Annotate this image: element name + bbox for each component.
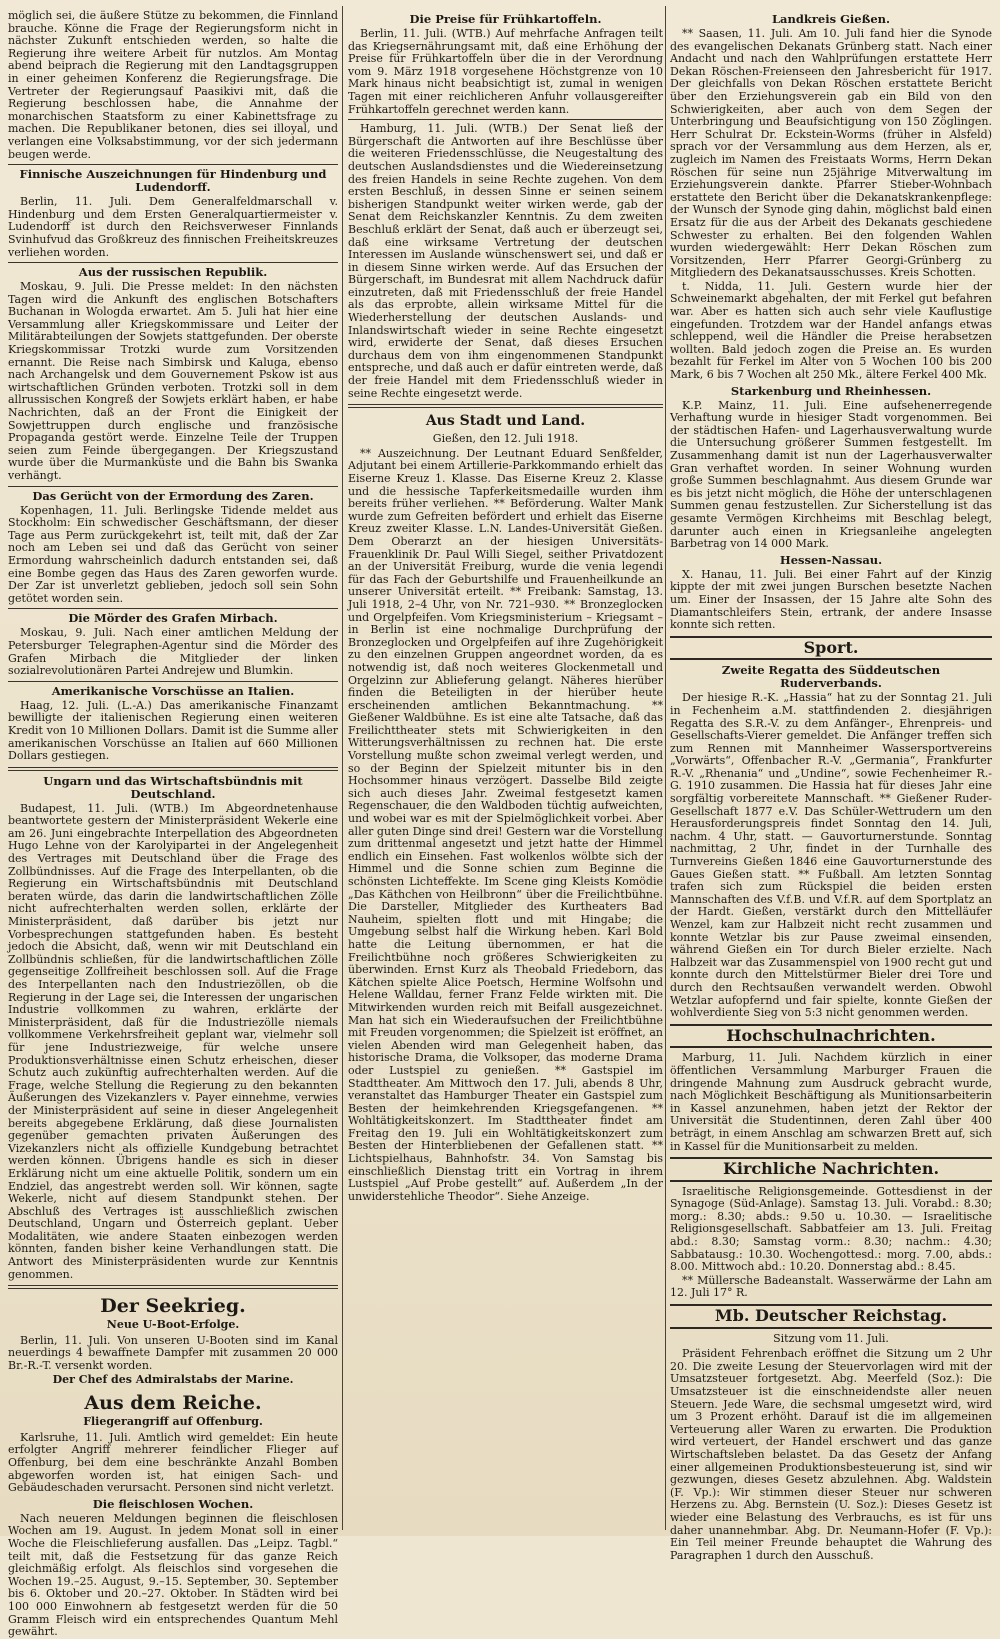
- article-heading: Hessen-Nassau.: [779, 552, 883, 567]
- article-text: Budapest, 11. Juli. (WTB.) Im Abgeordnetenhause beantwortete gestern der Ministerpräsident Wekerle eine am 26. Juni eingebrachte Interpellation des Abgeordneten Hugo Lehne von der Karolyipartei in der Angelegenheit des Vertrages mit Deutschland über die Frage des Zollbündnisses. Auf die Frage des Interpellanten, ob die Regierung ein Wirtschaftsbündnis mit Deutschland beraten würde, das darin die landwirtschaftlichen Zölle nicht aufrechterhalten werden sollen, erklärte der Ministerpräsident, daß darüber bis jetzt nur Vorbesprechungen stattgefunden haben. Es besteht jedoch die Absicht, daß, wenn wir mit Deutschland ein Zollbündnis schließen, für die landwirtschaftlichen Zölle gegenseitige Zollfreiheit beschlossen soll. Auf die Frage des Interpellanten nach den Industriezöllen, ob die Regierung in der Lage sei, die Interessen der ungarischen Industrie vollkommen zu wahren, erklärte der Ministerpräsident, daß für die Industriezölle niemals vollkommene Verkehrsfreiheit geplant war, vielmehr soll für jene Industriezweige, für welche unsere Produktionsverhältnisse einen Schutz erheischen, dieser Schutz auch zukünftig aufrechterhalten werden. Auf die Frage, welche Stellung die Regierung zu den bekannten Äußerungen des Vizekanzlers v. Payer einnehme, verwies der Ministerpräsident auf seine in dieser Angelegenheit bereits abgegebene Erklärung, daß diese Journalisten gegenüber gemachten privaten Äußerungen des Vizekanzlers nicht als offizielle Kundgebung betrachtet werden können. Übrigens handle es sich in dieser Erklärung nicht um eine aktuelle Politik, sondern um ein Endziel, das angestrebt werden soll. Wir können, sagte Wekerle, nicht auf diesem Standpunkt stehen. Der Abschluß des Vertrages ist ausschließlich zwischen Deutschland, Ungarn und Österreich geplant. Ueber Modalitäten, wie andere Staaten einbezogen werden könnten, fanden bisher keine Verhandlungen statt. Die Antwort des Ministerpräsidenten wurde zur Kenntnis genommen.: [8, 801, 338, 1281]
- article-heading: Die Preise für Frühkartoffeln.: [409, 12, 602, 26]
- article-text: ** Auszeichnung. Der Leutnant Eduard Senßfelder, Adjutant bei einem Artillerie-Parkkommando erhielt das Eiserne Kreuz 1. Klasse. Das Eiserne Kreuz 2. Klasse und die hessische Tapferkeitsmedaille wurden ihm bereits früher verliehen. ** Beförderung. Walter Mank wurde zum Gefreiten befördert und erhielt das Eiserne Kreuz zweiter Klasse. L.N. Landes-Universität Gießen. Dem Oberarzt an der hiesigen Universitäts-Frauenklinik Dr. Paul Willi Siegel, seither Privatdozent an der Universität Freiburg, wurde die venia legendi für das Fach der Geburtshilfe und Frauenheilkunde an unserer Universität erteilt. ** Freibank: Samstag, 13. Juli 1918, 2–4 Uhr, von Nr. 721–930. ** Bronzeglocken und Orgelpfeifen. Vom Kriegsministerium – Kriegsamt – in Berlin ist eine nochmalige Durchprüfung der Bronzeglocken und Orgelpfeifen auf ihre Zugehörigkeit zu den einzelnen Gruppen angeordnet worden, da es notwendig ist, daß noch weiteres Glockenmetall und Orgelzinn zur Ablieferung gelangt. Näheres hierüber finden die Beteiligten in der hierüber heute erscheinenden amtlichen Bekanntmachung. ** Gießener Waldbühne. Es ist eine alte Tatsache, daß das Freilichttheater stets mit Schwierigkeiten in den Witterungsverhältnissen zu rechnen hat. Die erste Vorstellung mußte schon zweimal verlegt werden, und so der Beginn der Spielzeit mitunter bis in den Hochsommer hinaus verzögert. Dasselbe Bild zeigte sich auch dieses Jahr. Zweimal festgesetzt kamen Regenschauer, die den Waldboden tüchtig aufweichten, und wobei war es mit der Spielmöglichkeit vorbei. Aber aller guten Dinge sind drei! Gestern war die Vorstellung zum drittenmal angesetzt und jetzt hatte der Himmel endlich ein Einsehen. Fast wolkenlos wölbte sich der Himmel und die Sonne schien zum Beginne die schönsten Lichteffekte. Im Scene ging Kleists Komödie „Das Käthchen von Heilbronn“ über die Freilichtbühne. Die Darsteller, Mitglieder des Kurtheaters Bad Nauheim, spielten flott und mit Hingabe; die Umgebung selbst half die Wirkung heben. Karl Bold hatte die Leitung übernommen, er hat die Freilichtbühne noch größeres Schwierigkeiten zu überwinden. Ernst Kurz als Theobald Friedeborn, das Kätchen spielte Alice Poetsch, Hermine Wolfsohn und Helene Walldau, ferner Franz Felde wirkten mit. Die Mitwirkenden wurden reich mit Beifall ausgezeichnet. Man hat sich ein Wiederaufsuchen der Freilichtbühne mit Freuden vorgenommen; die Spielzeit ist eröffnet, an vielen Abenden wird man Gelegenheit haben, das historische Drama, die Volksoper, das moderne Drama oder Lustspiel zu genießen. ** Gastspiel im Stadttheater. Am Mittwoch den 17. Juli, abends 8 Uhr, veranstaltet das Hamburger Theater ein Gastspiel zum Besten der heimkehrenden Kriegsgefangenen. ** Wohltätigkeitskonzert. Im Stadttheater findet am Freitag den 19. Juli ein Wohltätigkeitskonzert zum Besten der Hinterbliebenen der Gefallenen statt. ** Lichtspielhaus, Bahnhofstr. 34. Von Samstag bis einschließlich Dienstag tritt ein Vortrag in ihrem Lustspiel „Auf Probe gestellt“ auf. Außerdem „In der unwiderstehliche Theodor“. Siehe Anzeige.: [348, 446, 663, 1203]
- section-heading: Sport.: [670, 636, 992, 661]
- article-signature: Der Chef des Admiralstabs der Marine.: [52, 1372, 294, 1386]
- article-heading: Die Mörder des Grafen Mirbach.: [68, 611, 278, 626]
- article-text: Präsident Fehrenbach eröffnet die Sitzung um 2 Uhr 20. Die zweite Lesung der Steuervorlagen wird mit der Umsatzsteuer fortgesetzt. Abg. Meerfeld (Soz.): Die Umsatzsteuer ist die einschneidendste aller neuen Steuern. Jede Ware, die sechsmal umgesetzt wird, wird um 3 Prozent erhöht. Darauf ist die im allgemeinen Verteuerung aller Waren zu erwarten. Die Produktion wird verteuert, der Handel erschwert und das ganze Wirtschaftsleben belastet. Da das Gesetz der Anfang einer allgemeinen Produktionsbesteuerung ist, sind wir gezwungen, dieses Gesetz abzulehnen. Abg. Waldstein (F. Vp.): Wir stimmen dieser Steuer nur schweren Herzens zu. Abg. Bernstein (U. Soz.): Dieses Gesetz ist wieder eine Belastung des Verbrauchs, es ist für uns daher unannehmbar. Abg. Dr. Neumann-Hofer (F. Vp.): Ein Teil meiner Freunde behauptet die Wahrung des Paragraphen 1 durch den Ausschuß.: [670, 1347, 992, 1562]
- article-text: Moskau, 9. Juli. Nach einer amtlichen Meldung der Petersburger Telegraphen-Agentur sind die Mörder des Grafen Mirbach die Mitglieder der linken sozialrevolutionären Partei Andrejew und Blumkin.: [8, 626, 338, 678]
- column-2: [348, 10, 663, 1528]
- section-heading: Hochschulnachrichten.: [670, 1024, 992, 1049]
- article-text: Der hiesige R.-K. „Hassia“ hat zu der Sonntag 21. Juli in Fechenheim a.M. stattfindenden 2. diesjährigen Regatta des S.R.-V. zu dem Anfänger-, Ehrenpreis- und Gesellschafts-Vierer gemeldet. Die Anfänger treffen sich zum Rennen mit Mannheimer Wassersportvereins „Vorwärts“, Offenbacher R.-V. „Germania“, Frankfurter R.-V. „Rhenania“ und „Undine“, sowie Fechenheimer R.-G. 1910 zusammen. Die Hassia hat für dieses Jahr eine sorgfältig vorbereitete Mannschaft. ** Gießener Ruder-Gesellschaft 1877 e.V. Das Schüler-Wettrudern um den Herausforderungspreis findet Sonntag den 14. Juli, nachm. 4 Uhr, statt. — Gauvorturnerstunde. Sonntag nachmittag, 2 Uhr, findet in der Turnhalle des Turnvereins Gießen 1846 eine Gauvorturnerstunde des Gaues Gießen statt. ** Fußball. Am letzten Sonntag trafen sich zum Rückspiel die beiden ersten Mannschaften des V.f.B. und V.f.R. auf dem Sportplatz an der Hardt. Gießen, verstärkt durch den Mittelläufer Wenzel, kam zur Halbzeit nicht recht zusammen und konnte Wetzlar bis zur Pause zweimal einsenden, während Gießen ein Tor durch Bieler erzielte. Nach Halbzeit war das Zusammenspiel von 1900 recht gut und konnte durch den Mittelstürmer Bieler drei Tore und durch den Rechtsaußen verwandelt werden. Obwohl Wetzlar aufopfernd und fair spielte, konnte Gießen der wohlverdiente Sieg von 5:3 nicht genommen werden.: [670, 691, 992, 1020]
- article-text: Hamburg, 11. Juli. (WTB.) Der Senat ließ der Bürgerschaft die Antworten auf ihre Beschlüsse über die weiteren Friedensschlüsse, die Neugestaltung des deutschen Auslandsdienstes und die Wiedereinsetzung des freien Handels in seine Rechte zugehen. Von dem ersten Beschluß, in dessen Sinne er seinen seinem bisherigen Standpunkt weiter wirken werde, gab der Senat dem Reichskanzler Kenntnis. Zu dem zweiten Beschluß erklärt der Senat, daß auch er überzeugt sei, daß eine wirksame Vertretung der deutschen Interessen im Auslande wünschenswert sei, und daß er in diesem Sinne wirken werde. Auf das Ersuchen der Bürgerschaft, im Bundesrat mit allem Nachdruck dafür einzutreten, daß mit Friedensschluß der freie Handel als das erprobte, allein wirksame Mittel für die Wiederherstellung der deutschen Auslands- und Inlandswirtschaft wieder in seine Rechte eingesetzt wird, erwiderte der Senat, daß dieses Ersuchen durchaus dem von ihm eingenommenen Standpunkt entspreche, und daß auch er dafür eintreten werde, daß der freie Handel mit dem Friedensschluß wieder in seine Rechte eingesetzt werde.: [348, 122, 664, 400]
- article-text: Marburg, 11. Juli. Nachdem kürzlich in einer öffentlichen Versammlung Marburger Frauen die dringende Mahnung zum Ausdruck gebracht wurde, nach Möglichkeit Beschäftigung als Munitionsarbeiterin in Kassel anzunehmen, haben jetzt der Rektor der Universität die Studentinnen, deren Zahl über 400 beträgt, in einem Anschlag am schwarzen Brett auf, sich in Kassel für die Munitionsarbeit zu melden.: [670, 1051, 992, 1153]
- article-heading: Finnische Auszeichnungen für Hindenburg und Ludendorff.: [19, 167, 327, 195]
- column-3: [670, 10, 992, 1562]
- article-text: Kopenhagen, 11. Juli. Berlingske Tidende meldet aus Stockholm: Ein schwedischer Geschäftsmann, der dieser Tage aus Perm zurückgekehrt ist, teilt mit, daß der Zar noch am Leben sei und daß das Gerücht von seiner Ermordung wahrscheinlich dadurch entstanden sei, daß eine Bombe gegen das Haus des Zaren geworfen wurde. Der Zar ist unverletzt geblieben, jedoch soll sein Sohn getötet worden sein.: [8, 503, 338, 605]
- section-heading: Der Seekrieg.: [100, 1295, 246, 1318]
- article-text: Moskau, 9. Juli. Die Presse meldet: In den nächsten Tagen wird die Ankunft des englischen Botschafters Buchanan in Wologda erwartet. Am 5. Juli hat hier eine Versammlung aller Kriegskommissare und Leiter der Militärabteilungen der Sowjets stattgefunden. Der oberste Kriegskommissar Trotzki wurde zum Vorsitzenden ernannt. Die Reise nach Simbirsk und Kaluga, ebenso nach Archangelsk und dem Gouvernement Pskow ist aus wirtschaftlichen Gründen verboten. Trotzki soll in dem allrussischen Kongreß der Sowjets erklärt haben, er habe Nachrichten, daß an der Front die Einigkeit der Sowjettruppen durch englische und französische Propaganda gestört werde. Einzelne Teile der Truppen seien zum Feinde übergegangen. Der Kriegszustand wurde über die Murmanküste und die Bahn bis Swanka verhängt.: [8, 280, 338, 482]
- article-text: Berlin, 11. Juli. (WTB.) Auf mehrfache Anfragen teilt das Kriegsernährungsamt mit, daß eine Erhöhung der Preise für Frühkartoffeln über die in der Verordnung vom 9. März 1918 vorgesehene Höchstgrenze von 10 Mark hinaus nicht beabsichtigt ist, zumal in wenigen Tagen mit einer reichlicheren Anfuhr vollausgereifter Frühkartoffeln gerechnet werden kann.: [348, 27, 663, 116]
- article-heading: Aus der russischen Republik.: [78, 265, 268, 280]
- article-heading: Zweite Regatta des Süddeutschen Ruderverbands.: [721, 663, 941, 691]
- article-text: Berlin, 11. Juli. Von unseren U-Booten sind im Kanal neuerdings 4 bewaffnete Dampfer mit zusammen 20 000 Br.-R.-T. versenkt worden.: [8, 1333, 338, 1373]
- section-heading: Kirchliche Nachrichten.: [670, 1157, 992, 1182]
- article-text: Berlin, 11. Juli. Dem Generalfeldmarschall v. Hindenburg und dem Ersten Generalquartiermeister v. Ludendorff ist durch den Reichsverweser Finnlands Svinhufvud das Großkreuz des finnischen Freiheitskreuzes verliehen worden.: [8, 195, 338, 259]
- section-heading: Mb. Deutscher Reichstag.: [670, 1304, 992, 1329]
- section-subheading: Neue U-Boot-Erfolge.: [106, 1318, 240, 1332]
- article-text: möglich sei, die äußere Stütze zu bekommen, die Finnland brauche. Könne die Frage der Regierungsform nicht in nächster Zukunft entschieden werden, so halte die Regierung ihre weitere Arbeit für nutzlos. Am Montag abend beiprach die Regierung mit den Landtagsgruppen in einer geheimen Konferenz die Regierungsfrage. Die Vertreter der Regierungsauf Paasikivi mit, daß die Regierung beschlossen habe, die Annahme der monarchischen Staatsform zu einer Kabinettsfrage zu machen. Die Republikaner betonen, dies sei illoyal, und verlangen eine Volksabstimmung, vor der sich jedermann beugen werde.: [8, 9, 338, 161]
- article-heading: Landkreis Gießen.: [771, 12, 891, 26]
- article-heading: Das Gerücht von der Ermordung des Zaren.: [32, 488, 314, 503]
- article-text: ** Saasen, 11. Juli. Am 10. Juli fand hier die Synode des evangelischen Dekanats Grünberg statt. Nach einer Andacht und nach den Wahlprüfungen erstattete Herr Dekan Röschen-Freienseen den Jahresbericht für 1917. Der gleichfalls von Dekan Röschen erstattete Bericht über den Erziehungsverein gab ein Bild von den Schwierigkeiten, aber auch von dem Segen der Unterbringung und Beaufsichtigung von 150 Zöglingen. Herr Schulrat Dr. Eckstein-Worms (früher in Alsfeld) sprach vor der Versammlung aus dem Herzen, als er, zugleich im Namen des Freistaats Worms, Herrn Dekan Röschen für seine nun 25jährige Mitverwaltung im Erziehungsverein dankte. Pfarrer Stieber-Wohnbach erstattete den Bericht über die Dekanatskrankenpflege: der Wunsch der Synode ging dahin, möglichst bald einen Ersatz für die aus der Arbeit des Dekanats geschiedene Schwester zu erhalten. Bei den folgenden Wahlen wurden wiedergewählt: Herr Dekan Röschen zum Vorsitzenden, Herr Pfarrer Georgi-Grünberg zu Mitgliedern des Dekanatsausschusses. Kreis Schotten.: [670, 27, 992, 280]
- article-text: ** Müllersche Badeanstalt. Wasserwärme der Lahn am 12. Juli 17° R.: [670, 1273, 992, 1300]
- article-heading: Ungarn und das Wirtschaftsbündnis mit Deutschland.: [43, 773, 303, 801]
- section-subheading: Fliegerangriff auf Offenburg.: [83, 1415, 263, 1429]
- article-text: Israelitische Religionsgemeinde. Gottesdienst in der Synagoge (Süd-Anlage). Samstag 13. Juli. Vorabd.: 8.30; morg.: 8.30; abds.: 9.50 u. 10.30. — Israelitische Religionsgesellschaft. Sabbatfeier am 13. Juli. Freitag abd.: 8.30; Samstag vorm.: 8.30; nachm.: 4.30; Sabbatausg.: 10.30. Wochengottesd.: morg. 7.00, abds.: 8.00. Mittwoch abd.: 10.20. Donnerstag abd.: 8.45.: [670, 1184, 992, 1274]
- article-text: Haag, 12. Juli. (L.-A.) Das amerikanische Finanzamt bewilligte der italienischen Regierung einen weiteren Kredit von 10 Millionen Dollars. Damit ist die Summe aller amerikanischen Vorschüsse an Italien auf 660 Millionen Dollars gestiegen.: [8, 698, 338, 763]
- column-rule: [665, 6, 666, 1530]
- article-text: X. Hanau, 11. Juli. Bei einer Fahrt auf der Kinzig kippte der mit zwei jungen Burschen besetzte Nachen um. Einer der Insassen, der 15 Jahre alte Sohn des Diamantschleifers Stein, ertrank, der andere Insasse konnte sich retten.: [670, 567, 992, 632]
- section-heading: Aus dem Reiche.: [84, 1392, 262, 1415]
- dateline: Gießen, den 12. Juli 1918.: [432, 432, 579, 446]
- column-rule: [342, 6, 343, 1530]
- article-text: Karlsruhe, 11. Juli. Amtlich wird gemeldet: Ein heute erfolgter Angriff mehrerer feindlicher Flieger auf Offenburg, bei dem eine beschränkte Anzahl Bomben abgeworfen worden ist, hat einigen Sach- und Gebäudeschaden verursacht. Personen sind nicht verletzt.: [8, 1430, 338, 1495]
- article-heading: Starkenburg und Rheinhessen.: [730, 383, 932, 398]
- article-text: t. Nidda, 11. Juli. Gestern wurde hier der Schweinemarkt abgehalten, der mit Ferkel gut befahren war. Aber es hatten sich auch sehr viele Kauflustige eingefunden. Trotzdem war der Handel anfangs etwas schleppend, weil die Händler die Preise herabsetzen wollten. Bald jedoch zogen die Preise an. Es wurden bezahlt für Ferkel im Alter von 5 Wochen 100 bis 200 Mark, 6 bis 7 Wochen alt 250 Mk., ältere Ferkel 400 Mk.: [670, 279, 992, 382]
- column-1: [8, 9, 338, 1639]
- section-subheading: Sitzung vom 11. Juli.: [773, 1331, 889, 1345]
- section-heading: Aus Stadt und Land.: [425, 413, 586, 430]
- article-heading: Die fleischlosen Wochen.: [92, 1496, 254, 1511]
- article-text: Nach neueren Meldungen beginnen die fleischlosen Wochen am 19. August. In jedem Monat soll in einer Woche die Fleischlieferung ausfallen. Das „Leipz. Tagbl.“ teilt mit, daß die Festsetzung für das ganze Reich gleichmäßig erfolgt. Als fleischlos sind vorgesehen die Wochen 19.–25. August, 9.–15. September, 30. September bis 6. Oktober und 20.–27. Oktober. In Städten wird bei 100 000 Einwohnern ab festgesetzt werden für die 50 Gramm Fleisch wird ein entsprechendes Quantum Mehl gewährt.: [8, 1511, 338, 1639]
- article-heading: Amerikanische Vorschüsse an Italien.: [51, 683, 295, 698]
- article-text: K.P. Mainz, 11. Juli. Eine aufsehenerregende Verhaftung wurde in hiesiger Stadt vorgenommen. Bei der städtischen Hafen- und Lagerhausverwaltung wurde die Untersuchung größerer Summen festgestellt. Im Zusammenhang damit ist nun der Lagerhausverwalter Gran verhaftet worden. In seiner Wohnung wurden große Summen beschlagnahmt. Aus diesem Grunde war es bis jetzt nicht möglich, die Höhe der unterschlagenen Summen genau festzustellen. Zur Sicherstellung ist das gesamte Vermögen Kirchheims mit Beschlag belegt, darunter auch einen in Kriegsanleihe angelegten Barbetrag von 14 000 Mark.: [670, 398, 992, 551]
